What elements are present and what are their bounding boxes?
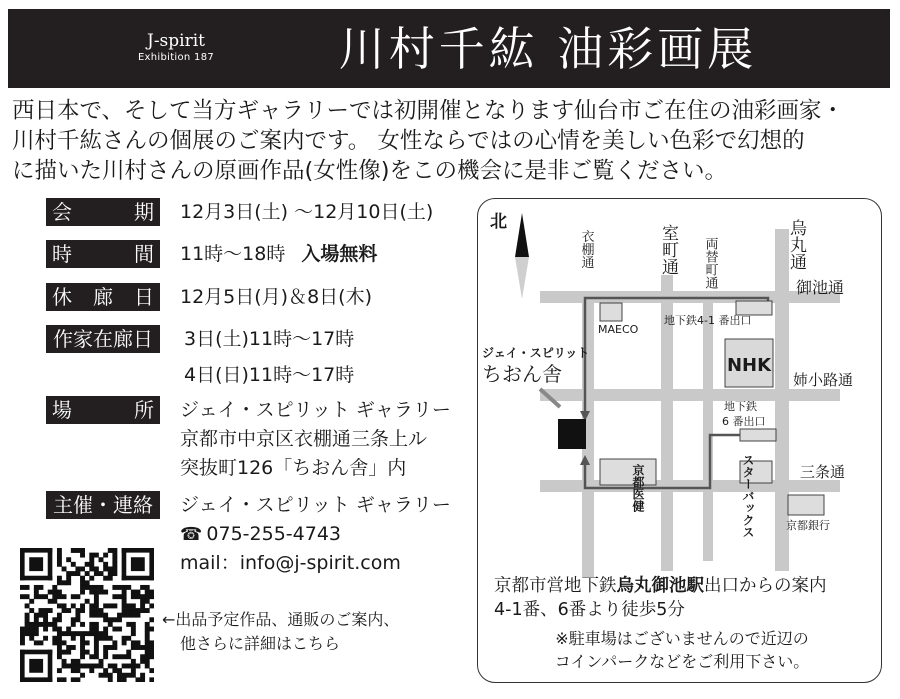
closed-label: 休廊日 xyxy=(46,283,160,311)
free-admission: 入場無料 xyxy=(301,243,378,265)
access-station: 烏丸御池駅 xyxy=(616,576,704,596)
maeco-building xyxy=(600,303,622,321)
access-map xyxy=(477,198,882,683)
oike-label: 御池通 xyxy=(796,278,845,297)
qr-code[interactable] xyxy=(20,548,154,682)
parking-line: コインパークなどをご利用下さい。 xyxy=(554,652,810,671)
anekoji-label: 姉小路通 xyxy=(793,371,854,389)
gallery-label-1: ジェイ・スピリット xyxy=(482,346,590,360)
intro-line: に描いた川村さんの原画作品(女性像)をこの機会に是非ご覧ください。 xyxy=(12,158,728,184)
muromachi-label: 室町通 xyxy=(658,224,678,275)
period-value: 12月3日(土) 〜12月10日(土) xyxy=(180,201,434,223)
intro-line: 川村千紘さんの個展のご案内です。 女性ならではの心情を美しい色彩で幻想的 xyxy=(12,128,805,154)
kyoto-medical-label: 京都医健 xyxy=(631,464,645,512)
nhk-label: NHK xyxy=(726,355,772,376)
exit41-label: 地下鉄4-1 番出口 xyxy=(664,314,752,327)
gallery-location xyxy=(558,419,586,449)
contact-label: 主催・連絡先 xyxy=(46,491,160,519)
place-label: 場 所 xyxy=(46,396,160,424)
contact-name: ジェイ・スピリット ギャラリー xyxy=(180,494,451,516)
gallery-label-2: ちおん舎 xyxy=(482,362,562,386)
north-arrow-tail-icon xyxy=(515,257,529,299)
artist-days-label: 作家在廊日 xyxy=(46,325,160,353)
bank-building xyxy=(788,495,824,515)
access-suffix: 出口からの案内 xyxy=(704,576,827,596)
street-labels xyxy=(579,219,854,481)
hours-text: 11時〜18時 xyxy=(180,243,286,265)
contact-mail[interactable]: mail：info@j-spirit.com xyxy=(180,552,401,574)
qr-note-line: ←出品予定作品、通販のご案内、 xyxy=(162,610,400,629)
artist-day-2: 4日(日)11時〜17時 xyxy=(184,364,355,386)
place-address-2: 突抜町126「ちおん舎」内 xyxy=(180,457,407,479)
starbucks-label: スターバックス xyxy=(741,454,755,538)
sanjo-label: 三条通 xyxy=(800,463,846,481)
ryogaemachi-label: 両替町通 xyxy=(702,237,718,289)
north-label: 北 xyxy=(490,212,507,232)
brand-block xyxy=(116,31,236,65)
exit41-marker xyxy=(736,301,772,315)
exhibition-number: Exhibition 187 xyxy=(137,52,215,63)
exit6-label-1: 地下鉄 xyxy=(724,400,757,413)
header-banner xyxy=(8,9,890,88)
qr-note-line: 他さらに詳細はこちら xyxy=(180,634,341,653)
exit6-marker xyxy=(740,429,776,441)
hours-label: 時 間 xyxy=(46,240,160,268)
phone-number[interactable]: 075-255-4743 xyxy=(206,523,342,545)
exit6-label-2: 6 番出口 xyxy=(722,415,766,428)
maeco-label: MAECO xyxy=(598,323,639,336)
period-label: 会 期 xyxy=(46,198,160,226)
kyoto-medical-building xyxy=(600,459,656,485)
access-prefix: 京都市営地下鉄 xyxy=(494,576,617,596)
phone-icon: ☎ xyxy=(180,524,203,545)
access-line-2: 4-1番、6番より徒歩5分 xyxy=(494,600,685,620)
place-name: ジェイ・スピリット ギャラリー xyxy=(180,399,451,421)
place-address: 京都市中京区衣棚通三条上ル xyxy=(180,428,428,450)
contact-phone xyxy=(180,520,341,549)
intro-line: 西日本で、そして当方ギャラリーでは初開催となります仙台市ご在住の油彩画家・ xyxy=(12,98,845,124)
exhibition-title: 川村千紘 油彩画展 xyxy=(338,22,758,76)
artist-day-1: 3日(土)11時〜17時 xyxy=(184,328,355,350)
access-line-1 xyxy=(494,574,827,598)
koromonotana-label: 衣棚通 xyxy=(578,229,594,269)
hours-value xyxy=(180,240,377,268)
closed-value: 12月5日(月)＆8日(木) xyxy=(180,286,373,308)
parking-line: ※駐車場はございませんので近辺の xyxy=(555,629,809,648)
karasuma-label: 烏丸通 xyxy=(786,219,806,270)
north-arrow-icon xyxy=(515,213,529,257)
brand-name: J-spirit xyxy=(147,31,205,51)
ryogaemachi-street xyxy=(703,291,713,561)
qr-note xyxy=(162,608,399,656)
bank-label: 京都銀行 xyxy=(786,519,830,532)
parking-note xyxy=(522,627,842,673)
intro-text xyxy=(12,96,892,186)
